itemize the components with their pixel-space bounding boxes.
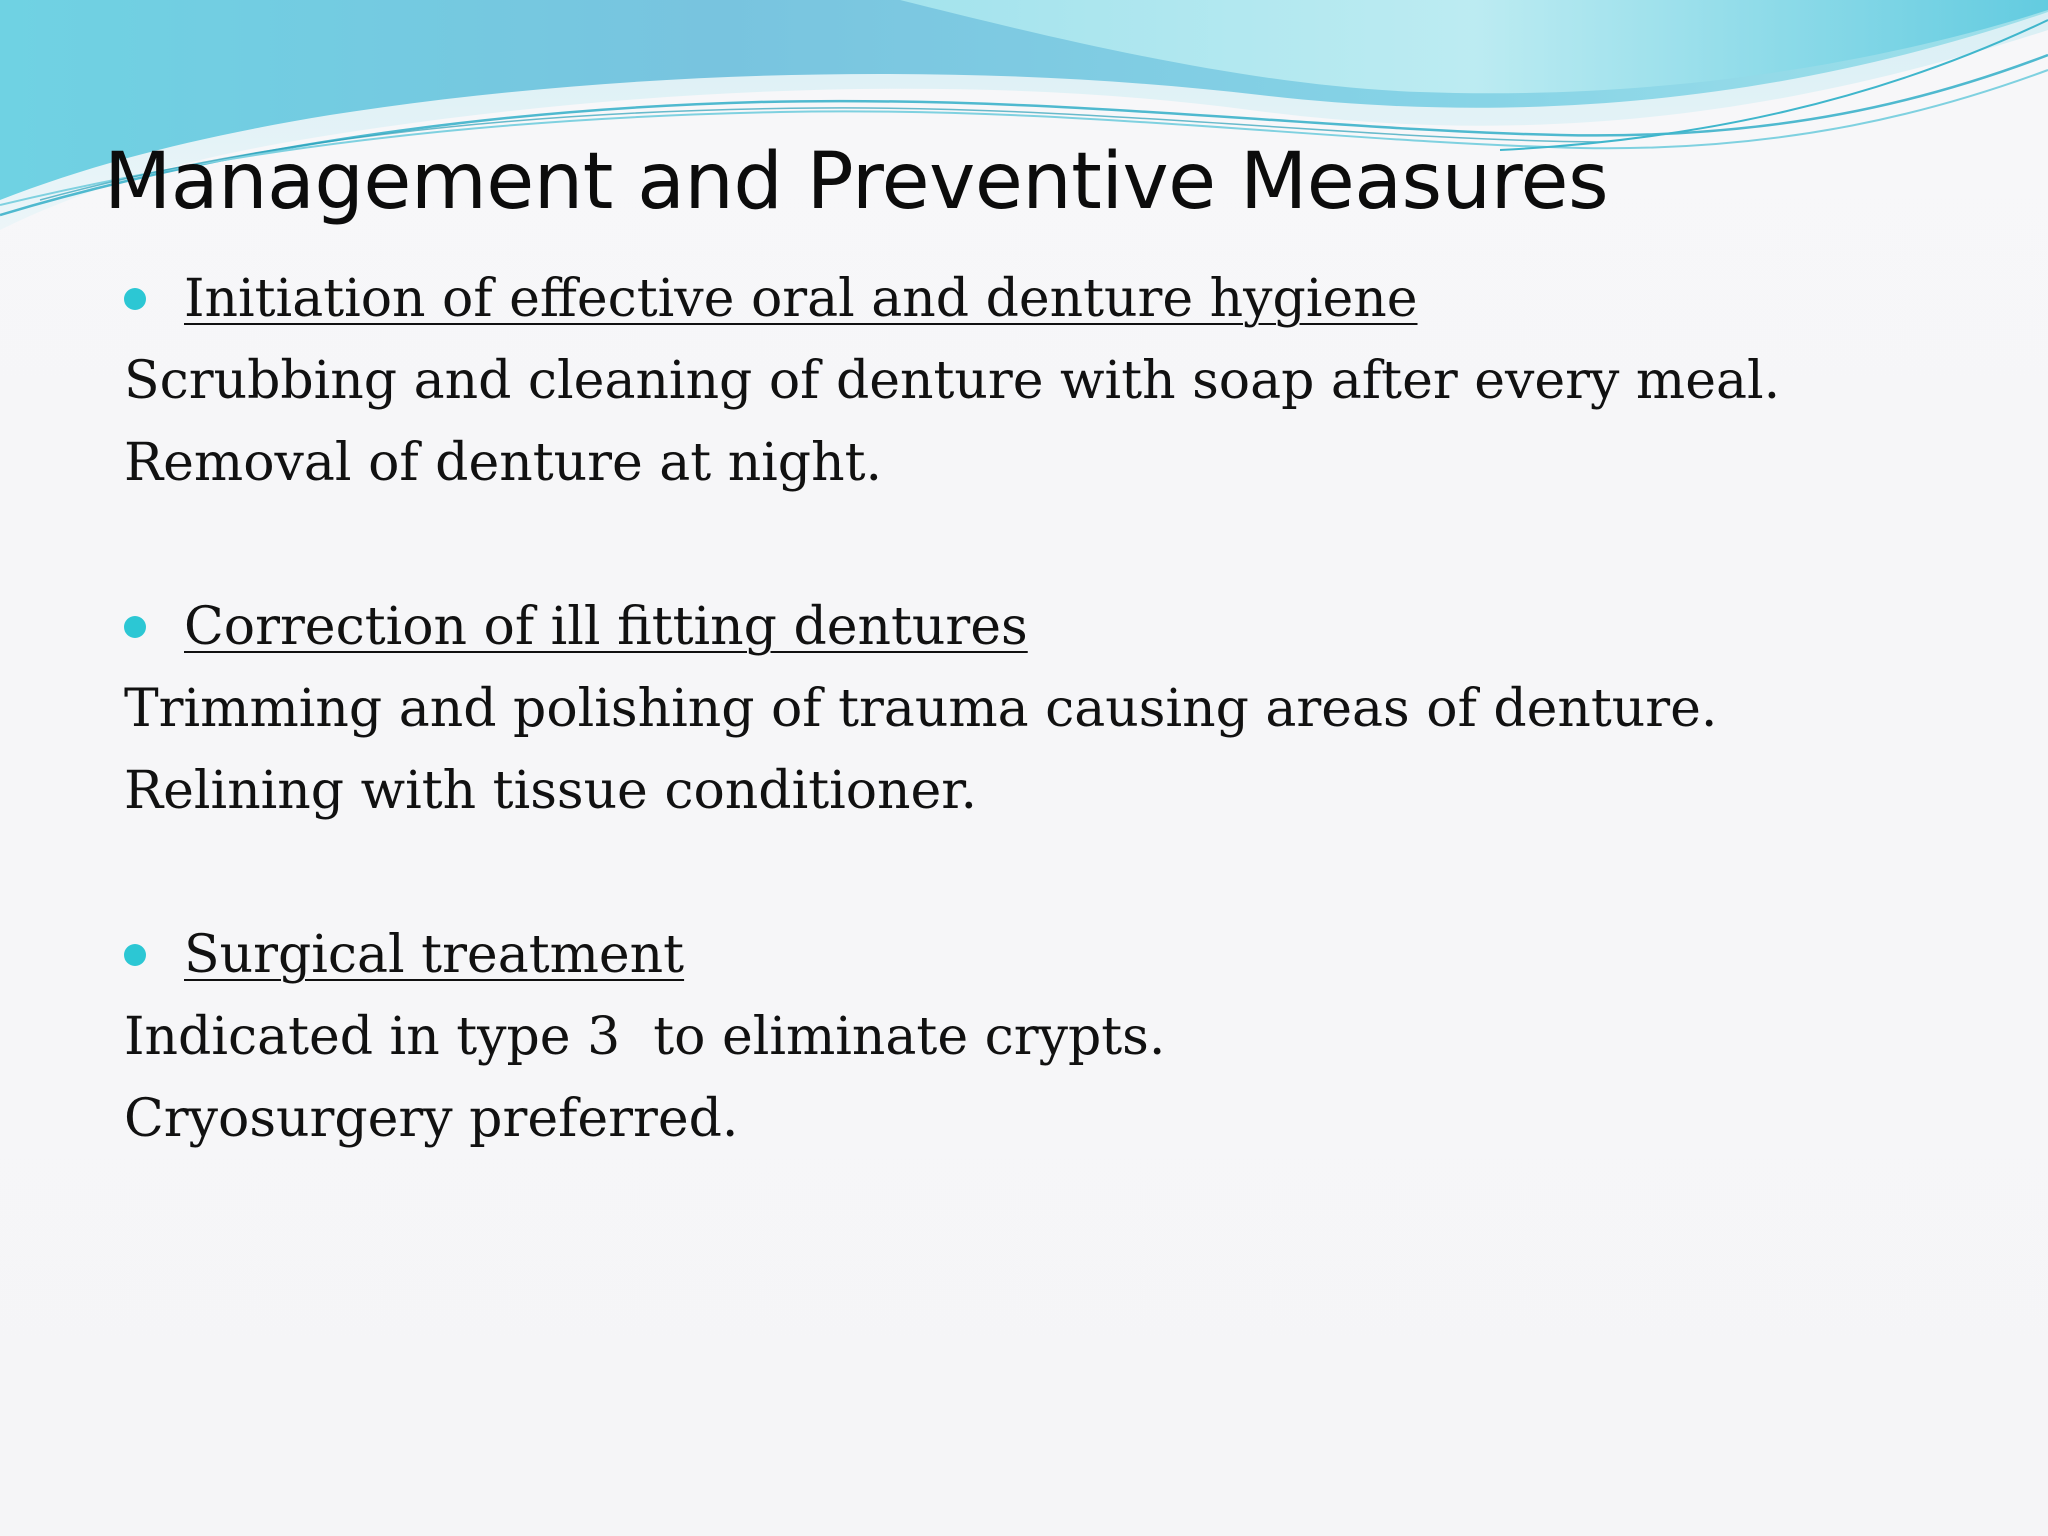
body-line: Relining with tissue conditioner. <box>124 761 977 821</box>
bullet-dot-icon <box>124 944 146 966</box>
body-line: Removal of denture at night. <box>124 433 883 493</box>
bullet-dot-icon <box>124 288 146 310</box>
section-heading: Initiation of effective oral and denture hygiene <box>184 269 1418 329</box>
bullet-dot-icon <box>124 616 146 638</box>
slide-content <box>124 258 1984 1160</box>
body-line: Trimming and polishing of trauma causing areas of denture. <box>124 679 1718 739</box>
slide-title: Management and Preventive Measures <box>104 137 1609 227</box>
section-surgical-treatment <box>124 914 1984 1160</box>
section-heading: Surgical treatment <box>184 925 685 985</box>
section-ill-fitting-dentures <box>124 586 1984 832</box>
section-oral-hygiene <box>124 258 1984 504</box>
body-line: Scrubbing and cleaning of denture with soap after every meal. <box>124 351 1781 411</box>
body-line: Indicated in type 3 to eliminate crypts. <box>124 1007 1166 1067</box>
bullet-row <box>124 258 1984 340</box>
bullet-row <box>124 914 1984 996</box>
section-heading: Correction of ill fitting dentures <box>184 597 1028 657</box>
body-line: Cryosurgery preferred. <box>124 1089 739 1149</box>
bullet-row <box>124 586 1984 668</box>
